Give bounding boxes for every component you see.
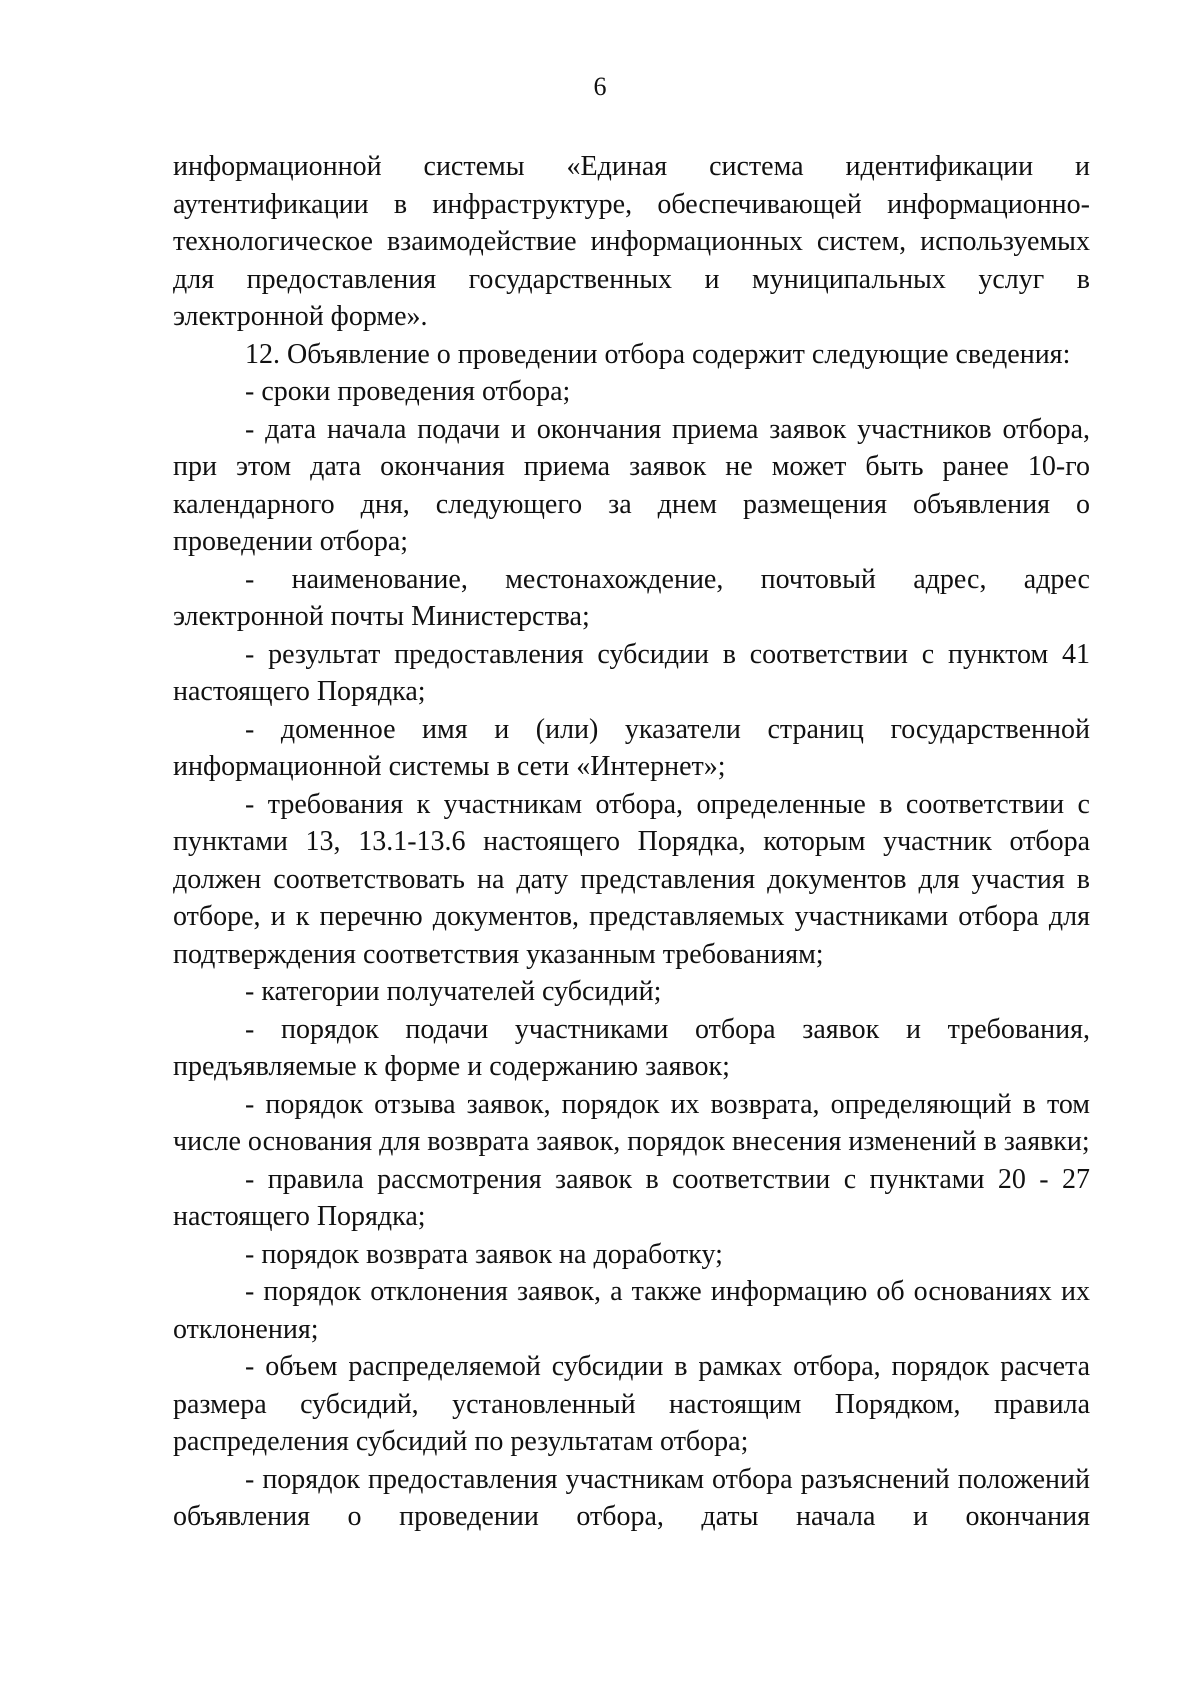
paragraph: - правила рассмотрения заявок в соответствии с пунктами 20 - 27 настоящего Порядка; (173, 1163, 1090, 1232)
paragraph: 12. Объявление о проведении отбора содержит следующие сведения: (245, 338, 1071, 370)
paragraph: - объем распределяемой субсидии в рамках отбора, порядок расчета размера субсидий, установленный настоящим Порядком, правила распределения субсидий по результатам отбора; (173, 1351, 1090, 1457)
paragraph: - результат предоставления субсидии в соответствии с пунктом 41 настоящего Порядка; (173, 638, 1090, 707)
paragraph: - порядок подачи участниками отбора заявок и требования, предъявляемые к форме и содержанию заявок; (173, 1013, 1090, 1082)
page-number: 6 (593, 72, 607, 101)
document-body (173, 148, 1090, 1536)
paragraph: - категории получателей субсидий; (245, 976, 662, 1007)
paragraph: - требования к участникам отбора, определенные в соответствии с пунктами 13, 13.1-13.6 настоящего Порядка, которым участник отбора должен соответствовать на дату представления документов для участия в отборе, и к перечню документов, представляемых участниками отбора для подтверждения соответствия указанным требованиям; (173, 788, 1090, 970)
paragraph: информационной системы «Единая система идентификации и аутентификации в инфраструктуре, обеспечивающей информационно-технологическое взаимодействие информационных систем, используемых для предоставления государственных и муниципальных услуг в электронной форме». (173, 151, 1090, 332)
paragraph: - порядок предоставления участникам отбора разъяснений положений объявления о проведении отбора, даты начала и окончания (173, 1463, 1090, 1532)
paragraph: - дата начала подачи и окончания приема заявок участников отбора, при этом дата окончания приема заявок не может быть ранее 10-го календарного дня, следующего за днем размещения объявления о проведении отбора; (173, 413, 1090, 557)
paragraph: - порядок возврата заявок на доработку; (245, 1238, 723, 1270)
paragraph: - порядок отклонения заявок, а также информацию об основаниях их отклонения; (173, 1276, 1090, 1345)
paragraph: - сроки проведения отбора; (245, 376, 571, 407)
paragraph: - порядок отзыва заявок, порядок их возврата, определяющий в том числе основания для возврата заявок, порядок внесения изменений в заявки; (173, 1088, 1090, 1157)
paragraph: - доменное имя и (или) указатели страниц государственной информационной системы в сети «Интернет»; (173, 713, 1090, 782)
paragraph: - наименование, местонахождение, почтовый адрес, адрес электронной почты Министерства; (173, 563, 1090, 632)
